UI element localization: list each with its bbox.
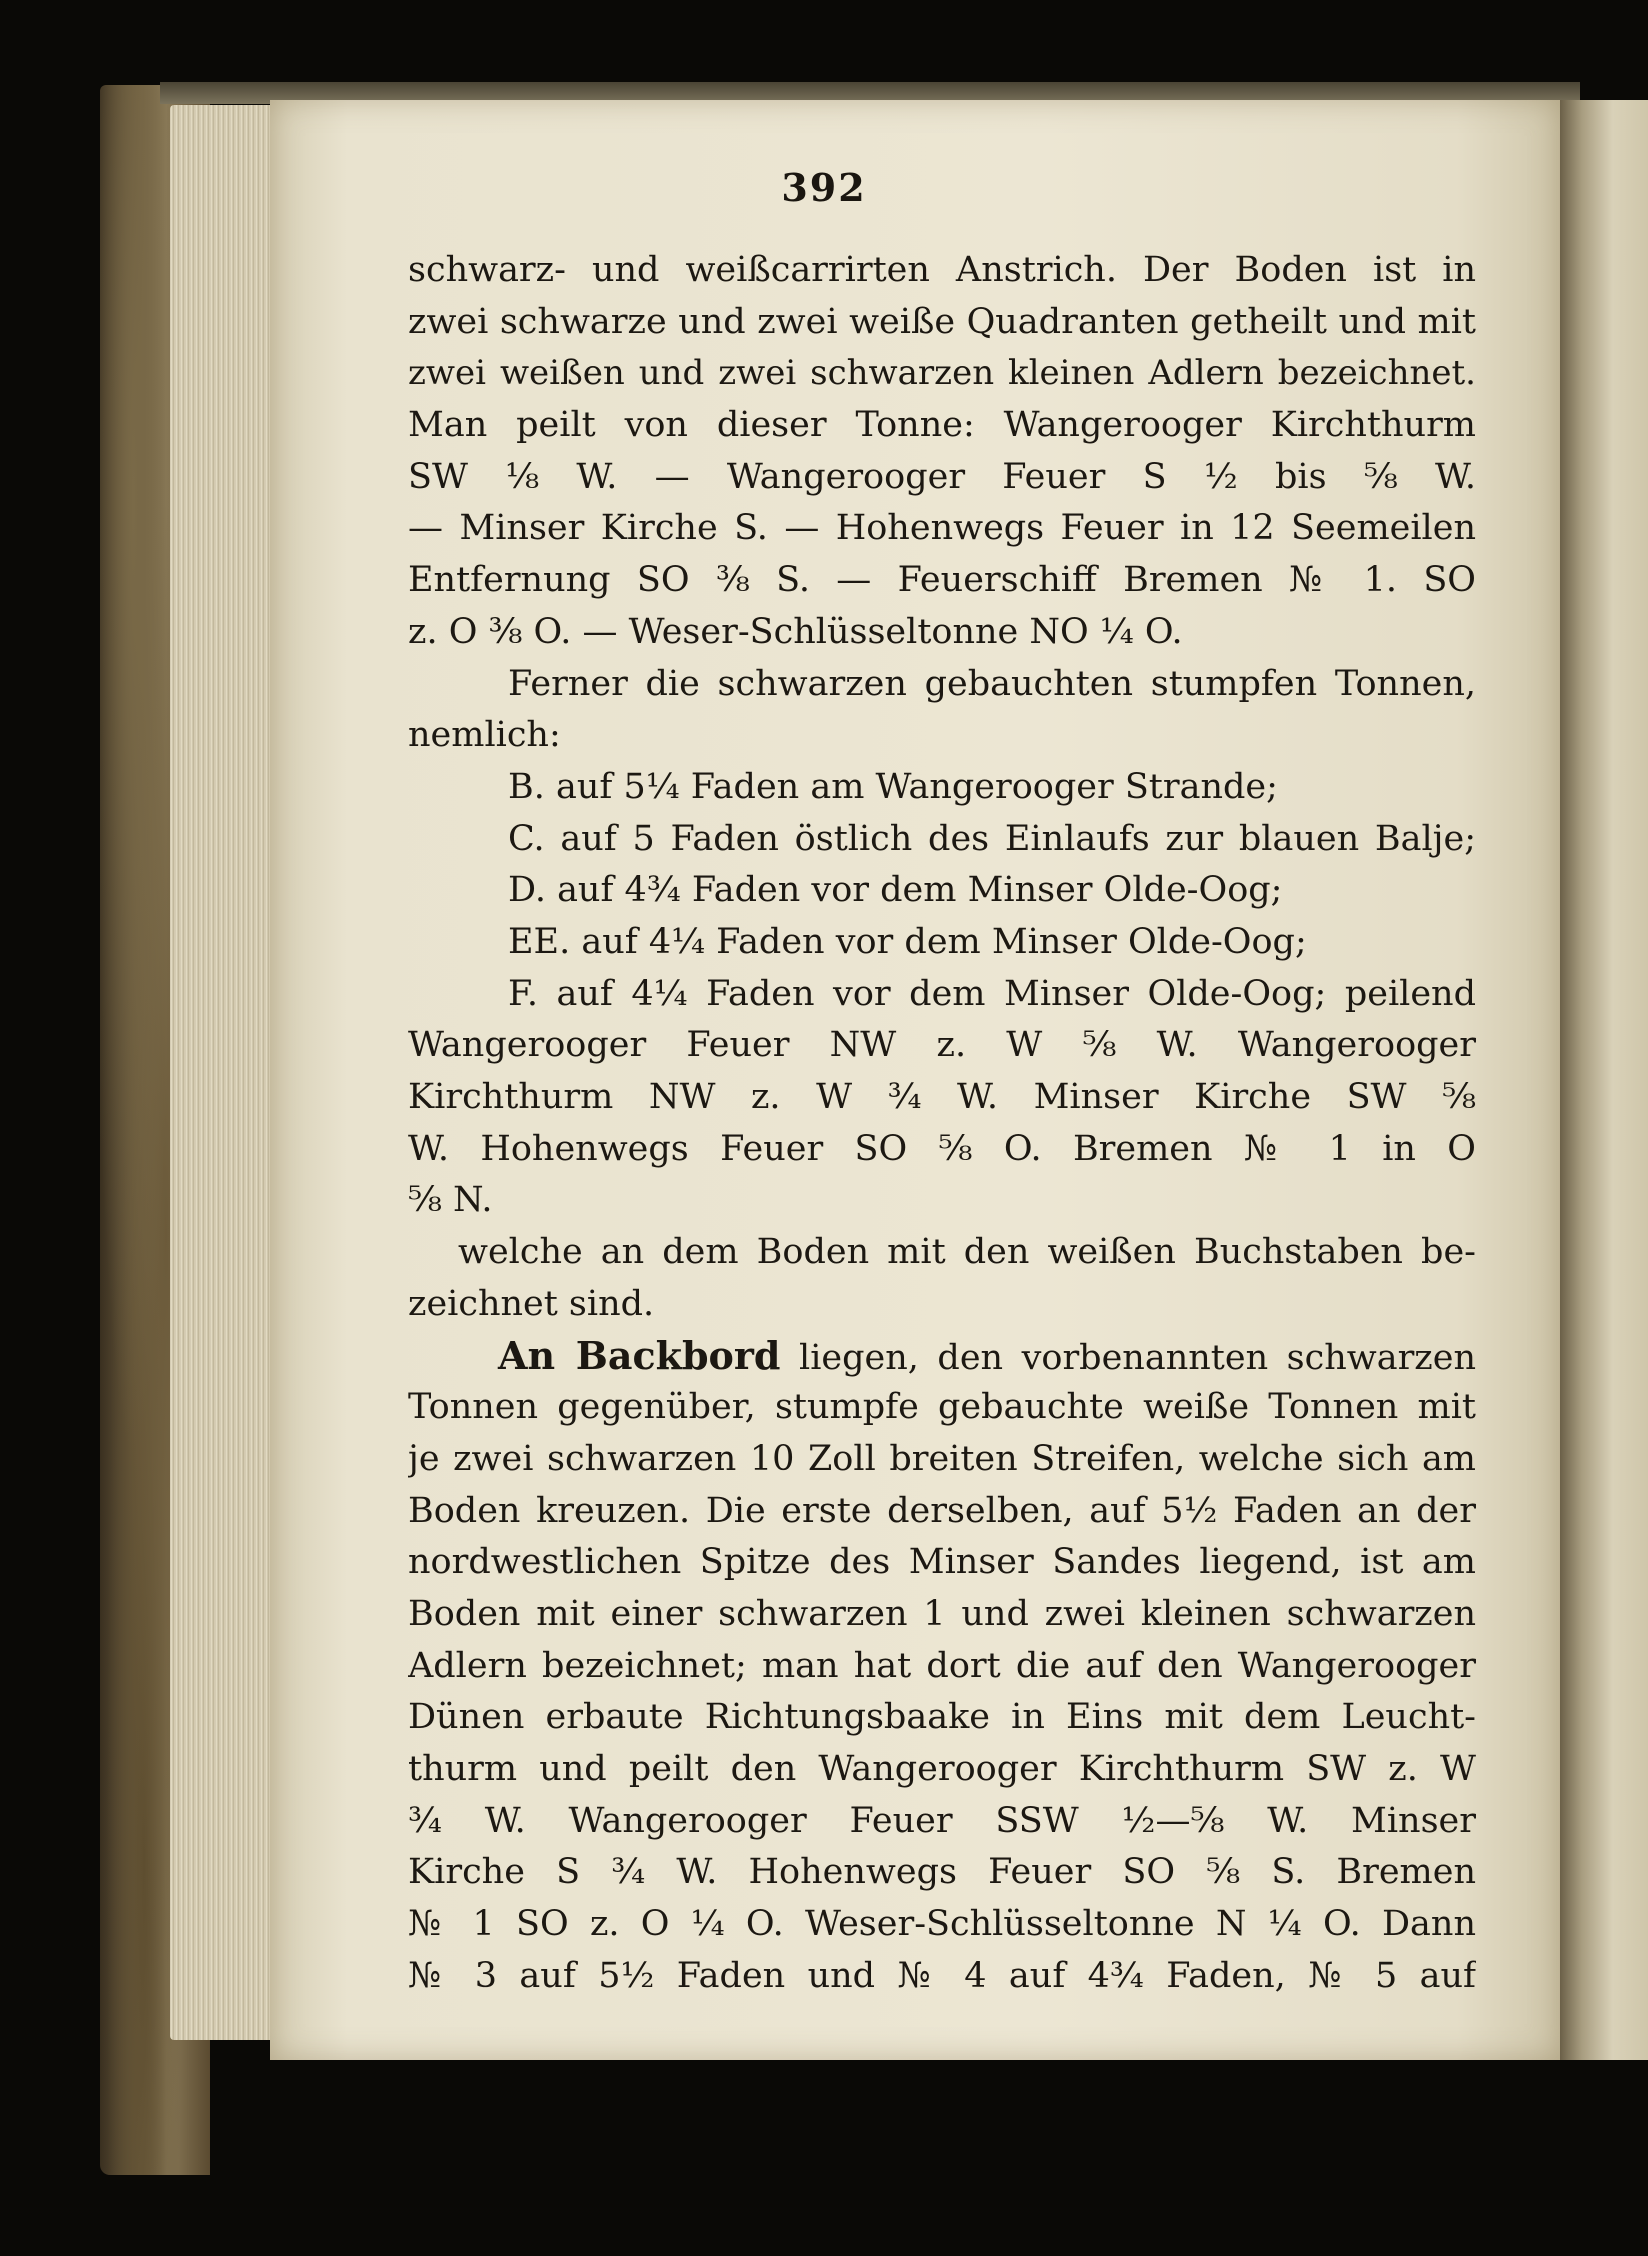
text-line: Kirchthurm NW z. W ¾ W. Minser Kirche SW ⅝ bbox=[408, 1077, 1476, 1117]
text-line: Kirche S ¾ W. Hohenwegs Feuer SO ⅝ S. Bremen bbox=[408, 1852, 1476, 1893]
text-line: Dünen erbaute Richtungsbaake in Eins mit dem Leucht- bbox=[408, 1697, 1476, 1738]
text-line: Boden kreuzen. Die erste derselben, auf 5½ Faden an der bbox=[408, 1490, 1476, 1531]
text-line: je zwei schwarzen 10 Zoll breiten Streifen, welche sich am bbox=[408, 1438, 1476, 1479]
section-heading: An Backbord bbox=[498, 1333, 781, 1379]
text-line: zwei weißen und zwei schwarzen kleinen Adlern bezeichnet. bbox=[408, 353, 1476, 394]
facing-page-edge bbox=[1560, 100, 1648, 2060]
page-edges bbox=[170, 105, 280, 2040]
list-item: EE. auf 4¼ Faden vor dem Minser Olde-Oog; bbox=[508, 921, 1307, 962]
text-line: Entfernung SO ⅜ S. — Feuerschiff Bremen № 1. SO bbox=[408, 560, 1476, 601]
text-line: SW ⅛ W. — Wangerooger Feuer S ½ bis ⅝ W. bbox=[408, 456, 1476, 497]
text-line: Adlern bezeichnet; man hat dort die auf den Wangerooger bbox=[408, 1645, 1476, 1686]
list-item: F. auf 4¼ Faden vor dem Minser Olde-Oog; peilend bbox=[508, 973, 1476, 1014]
text-line: ⅝ N. bbox=[408, 1180, 493, 1221]
page-number: 392 bbox=[781, 165, 867, 210]
list-item: D. auf 4¾ Faden vor dem Minser Olde-Oog; bbox=[508, 870, 1283, 911]
text-line: z. O ⅜ O. — Weser-Schlüsseltonne NO ¼ O. bbox=[408, 611, 1183, 652]
text-line: zwei schwarze und zwei weiße Quadranten getheilt und mit bbox=[408, 301, 1476, 342]
text-line: welche an dem Boden mit den weißen Buchstaben be- bbox=[458, 1232, 1476, 1273]
list-item: B. auf 5¼ Faden am Wangerooger Strande; bbox=[508, 766, 1278, 807]
text-line: Ferner die schwarzen gebauchten stumpfen Tonnen, bbox=[508, 663, 1476, 704]
text-line: Wangerooger Feuer NW z. W ⅝ W. Wangerooger bbox=[408, 1025, 1476, 1066]
text-line: ¾ W. Wangerooger Feuer SSW ½—⅝ W. Minser bbox=[408, 1800, 1476, 1841]
text-line: — Minser Kirche S. — Hohenwegs Feuer in 12 Seemeilen bbox=[408, 508, 1476, 549]
text-line: № 3 auf 5½ Faden und № 4 auf 4¾ Faden, № 5 auf bbox=[408, 1955, 1476, 1996]
section-line bbox=[408, 1330, 1476, 1382]
text-line: Boden mit einer schwarzen 1 und zwei kleinen schwarzen bbox=[408, 1593, 1476, 1634]
page-text bbox=[408, 245, 1476, 2002]
text-line: zeichnet sind. bbox=[408, 1283, 655, 1324]
text-line: liegen, den vorbenannten schwarzen bbox=[799, 1338, 1476, 1379]
list-item: C. auf 5 Faden östlich des Einlaufs zur blauen Balje; bbox=[508, 818, 1476, 859]
text-line: thurm und peilt den Wangerooger Kirchthurm SW z. W bbox=[408, 1748, 1476, 1789]
text-line: nemlich: bbox=[408, 715, 561, 756]
text-line: № 1 SO z. O ¼ O. Weser-Schlüsseltonne N ¼ O. Dann bbox=[408, 1904, 1476, 1944]
text-line: W. Hohenwegs Feuer SO ⅝ O. Bremen № 1 in O bbox=[408, 1128, 1476, 1169]
text-line: Tonnen gegenüber, stumpfe gebauchte weiße Tonnen mit bbox=[408, 1387, 1476, 1428]
text-line: schwarz- und weißcarrirten Anstrich. Der Boden ist in bbox=[408, 250, 1476, 290]
text-line: Man peilt von dieser Tonne: Wangerooger Kirchthurm bbox=[408, 405, 1476, 446]
text-line: nordwestlichen Spitze des Minser Sandes liegend, ist am bbox=[408, 1542, 1476, 1583]
